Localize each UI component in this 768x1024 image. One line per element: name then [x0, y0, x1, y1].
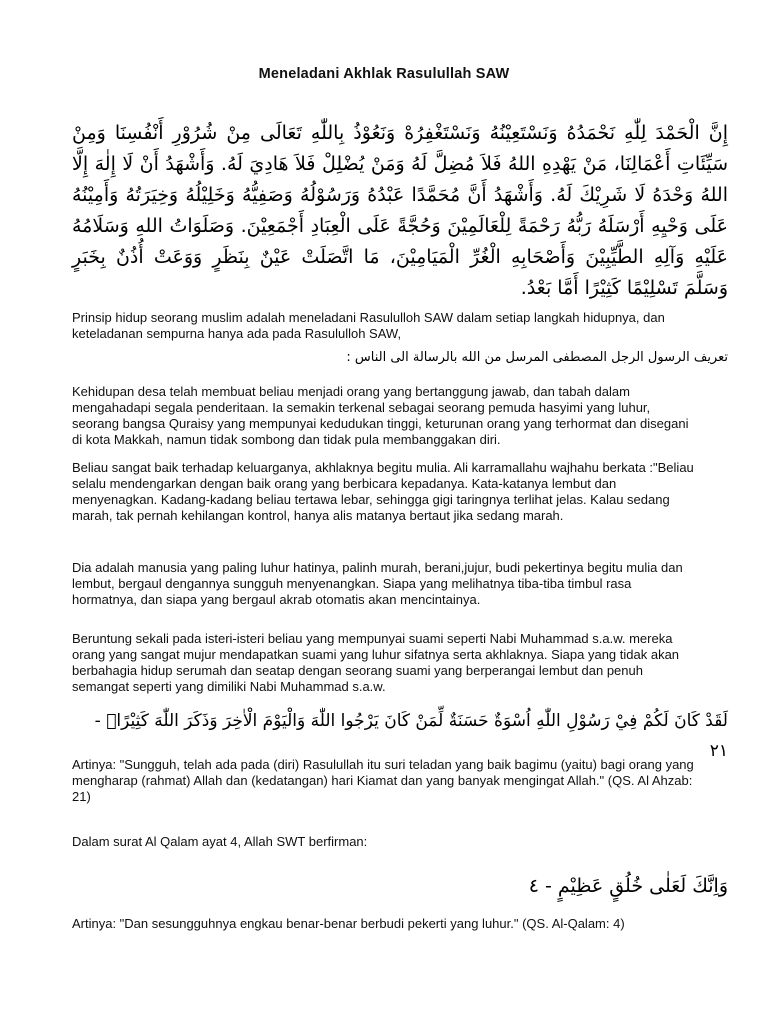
quran-verse-al-qalam-4: وَاِنَّكَ لَعَلٰى خُلُقٍ عَظِيْمٍ - ٤ [528, 875, 728, 897]
arabic-opening-khutbah: إِنَّ الْحَمْدَ لِلّٰهِ نَحْمَدُهُ وَنَسْتَعِيْنُهُ وَنَسْتَغْفِرُهْ وَنَعُوْذُ بِاللّٰهِ تَعَالَى مِنْ شُرُوْرِ أَنْفُسِنَا وَمِنْ سَيِّئَاتِ أَعْمَالِنَا، مَنْ يَهْدِهِ اللهُ فَلاَ مُضِلَّ لَهُ وَمَنْ يُضْلِلْ فَلاَ هَادِيَ لَهُ. وَأَشْهَدُ أَنْ لَا إِلٰهَ إِلَّا اللهُ وَحْدَهُ لَا شَرِيْكَ لَهُ. وَأَشْهَدُ أَنَّ مُحَمَّدًا عَبْدُهُ وَرَسُوْلُهُ وَصَفِيُّهُ وَخَلِيْلُهُ وَخِيَرَتُهُ وَأَمِيْنُهُ عَلَى وَحْيِهِ أَرْسَلَهُ رَبُّهُ رَحْمَةً لِلْعَالَمِيْنَ وَحُجَّةً عَلَى الْعِبَادِ أَجْمَعِيْنَ. وَصَلَوَاتُ اللهِ وَسَلَامُهُ عَلَيْهِ وَآلِهِ الطَّيِّبِيْنَ وَأَصْحَابِهِ الْغُرِّ الْمَيَامِيْنَ، مَا اتَّصَلَتْ عَيْنٌ بِنَظَرٍ وَوَعَتْ أُذُنٌ بِخَبَرٍ وَسَلَّمَ تَسْلِيْمًا كَثِيْرًا أَمَّا بَعْدُ. [72, 122, 728, 299]
paragraph-al-qalam-intro: Dalam surat Al Qalam ayat 4, Allah SWT berfirman: [72, 834, 368, 849]
translation-al-qalam: Artinya: "Dan sesungguhnya engkau benar-benar berbudi pekerti yang luhur." (QS. Al-Qalam: 4) [72, 916, 625, 931]
paragraph-principle: Prinsip hidup seorang muslim adalah meneladani Rasululloh SAW dalam setiap langkah hidupnya, dan keteladanan sempurna hanya ada pada Rasululloh SAW, [72, 310, 665, 341]
arabic-rasul-definition: تعريف الرسول الرجل المصطفى المرسل من الله بالرسالة الى الناس : [346, 350, 728, 365]
document-title: Meneladani Akhlak Rasulullah SAW [258, 66, 510, 82]
quran-verse-al-ahzab-21: لَقَدْ كَانَ لَكُمْ فِيْ رَسُوْلِ اللّٰهِ اُسْوَةٌ حَسَنَةٌ لِّمَنْ كَانَ يَرْجُوا اللّٰهَ وَالْيَوْمَ الْاٰخِرَ وَذَكَرَ اللّٰهَ كَثِيْرًاۗ - ٢١ [94, 711, 728, 761]
paragraph-family: Beliau sangat baik terhadap keluarganya, akhlaknya begitu mulia. Ali karramallahu wajhahu berkata :"Beliau selalu mendengarkan dengan baik orang yang berbicara kepadanya. Kata-katanya lembut dan menyenagkan. Kadang-kadang beliau tertawa lebar, sehingga gigi taringnya terlihat jelas. Kalau sedang marah, tak pernah kehilangan kontrol, hanya alis matanya bertaut jika sedang marah. [72, 460, 694, 523]
paragraph-village-life: Kehidupan desa telah membuat beliau menjadi orang yang bertanggung jawab, dan tabah dalam mengahadapi segala penderitaan. Ia semakin terkenal sebagai seorang pemuda hasyimi yang luhur, seorang bangsa Quraisy yang mempunyai kedudukan tinggi, keturunan orang yang terhormat dan disegani di kota Makkah, namun tidak sombong dan tidak pula membanggakan diri. [72, 384, 689, 447]
paragraph-wives: Beruntung sekali pada isteri-isteri beliau yang mempunyai suami seperti Nabi Muhammad s.a.w. mereka orang yang sangat mujur mendapatkan suami yang luhur sifatnya serta akhlaknya. Siapa yang tidak akan berbahagia hidup serumah dan seatap dengan seorang suami yang berperangai lembut dan penuh semangat seperti yang dimiliki Nabi Muhammad s.a.w. [72, 631, 680, 694]
paragraph-character: Dia adalah manusia yang paling luhur hatinya, palinh murah, berani,jujur, budi pekertinya begitu mulia dan lembut, bergaul dengannya sungguh menyenangkan. Siapa yang melihatnya tiba-tiba timbul rasa hormatnya, dan siapa yang bergaul akrab otomatis akan mencintainya. [72, 560, 683, 607]
translation-al-ahzab: Artinya: "Sungguh, telah ada pada (diri) Rasulullah itu suri teladan yang baik bagimu (yaitu) bagi orang yang mengharap (rahmat) Allah dan (kedatangan) hari Kiamat dan yang banyak mengingat Allah." (QS. Al Ahzab: 21) [72, 757, 694, 804]
